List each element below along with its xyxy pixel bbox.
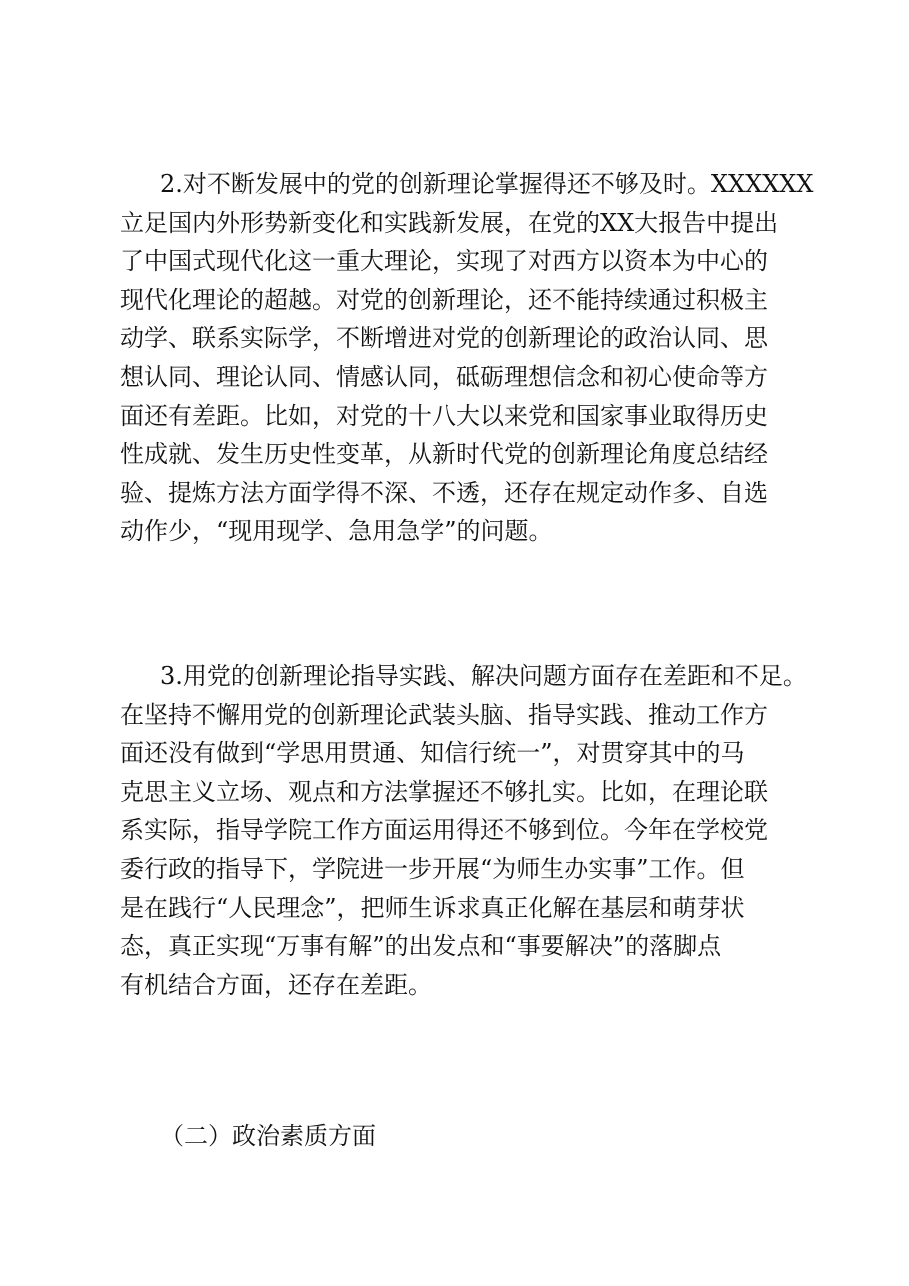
text-line: 动作少，“现用现学、急用急学”的问题。 (120, 517, 553, 546)
text-line: 委行政的指导下，学院进一步开展“为师生办实事”工作。但 (120, 854, 745, 883)
text-line: 3.用党的创新理论指导实践、解决问题方面存在差距和不足。 (160, 662, 807, 690)
text-line: 面还没有做到“学思用贯通、知信行统一”，对贯穿其中的马 (120, 739, 745, 768)
text-line: 了中国式现代化这一重大理论，实现了对西方以资本为中心的 (120, 247, 768, 276)
text-line: 动学、联系实际学，不断增进对党的创新理论的政治认同、思 (120, 324, 768, 353)
text-line: 立足国内外形势新变化和实践新发展，在党的XX大报告中提出 (120, 208, 779, 237)
text-line: 2.对不断发展中的党的创新理论掌握得还不够及时。XXXXXX (160, 170, 814, 198)
text-line: 态，真正实现“万事有解”的出发点和“事要解决”的落脚点 (120, 932, 722, 961)
text-line: 面还有差距。比如，对党的十八大以来党和国家事业取得历史 (120, 401, 768, 430)
section-heading-text: （二）政治素质方面 (160, 1122, 376, 1150)
text-line: 克思主义立场、观点和方法掌握还不够扎实。比如，在理论联 (120, 777, 768, 806)
paragraph-item-3 (120, 657, 810, 1004)
text-line: 想认同、理论认同、情感认同，砥砺理想信念和初心使命等方 (120, 362, 768, 391)
section-heading (120, 1117, 810, 1156)
text-line: 是在践行“人民理念”，把师生诉求真正化解在基层和萌芽状 (120, 893, 745, 922)
paragraph-item-2 (120, 165, 814, 551)
text-line: 有机结合方面，还存在差距。 (120, 970, 432, 999)
text-line: 验、提炼方法方面学得不深、不透，还存在规定动作多、自选 (120, 478, 768, 507)
text-line: 系实际，指导学院工作方面运用得还不够到位。今年在学校党 (120, 816, 768, 845)
text-line: 性成就、发生历史性变革，从新时代党的创新理论角度总结经 (120, 440, 768, 469)
text-line: 在坚持不懈用党的创新理论武装头脑、指导实践、推动工作方 (120, 700, 768, 729)
text-line: 现代化理论的超越。对党的创新理论，还不能持续通过积极主 (120, 285, 768, 314)
